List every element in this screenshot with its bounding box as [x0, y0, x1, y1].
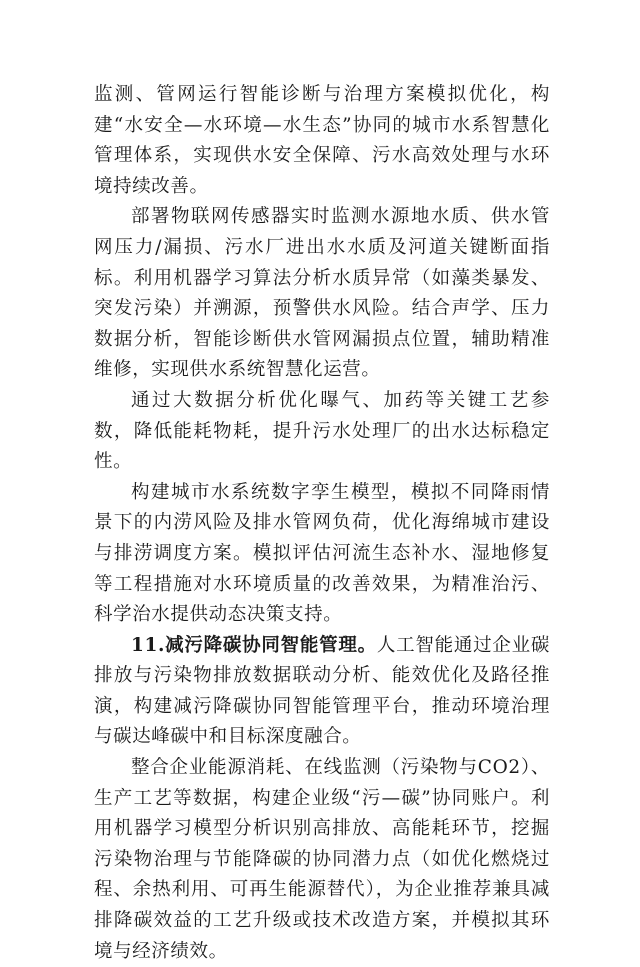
paragraph-enterprise-carbon-account [94, 753, 550, 967]
document-body [94, 80, 550, 967]
paragraph-text: 通过大数据分析优化曝气、加药等关键工艺参数，降低能耗物耗，提升污水处理厂的出水达标稳定性。 [94, 389, 550, 473]
paragraph-water-system-intro [94, 80, 550, 202]
paragraph-section-11 [94, 631, 550, 753]
section-heading: 11.减污降碳协同智能管理。 [131, 634, 377, 656]
paragraph-text: 整合企业能源消耗、在线监测（污染物与CO2）、生产工艺等数据，构建企业级“污—碳”协同账户。利用机器学习模型分析识别高排放、高能耗环节，挖掘污染物治理与节能降碳的协同潜力点（如优化燃烧过程、余热利用、可再生能源替代），为企业推荐兼具减排降碳效益的工艺升级或技术改造方案，并模拟其环境与经济绩效。 [94, 757, 550, 962]
paragraph-text: 人工智能通过企业碳排放与污染物排放数据联动分析、能效优化及路径推演，构建减污降碳协同智能管理平台，推动环境治理与碳达峰碳中和目标深度融合。 [94, 634, 550, 748]
paragraph-text: 监测、管网运行智能诊断与治理方案模拟优化，构建“水安全—水环境—水生态”协同的城市水系智慧化管理体系，实现供水安全保障、污水高效处理与水环境持续改善。 [94, 84, 550, 197]
paragraph-text: 部署物联网传感器实时监测水源地水质、供水管网压力/漏损、污水厂进出水水质及河道关键断面指标。利用机器学习算法分析水质异常（如藻类暴发、突发污染）并溯源，预警供水风险。结合声学、压力数据分析，智能诊断供水管网漏损点位置，辅助精准维修，实现供水系统智慧化运营。 [94, 206, 550, 381]
paragraph-digital-twin [94, 478, 550, 631]
paragraph-iot-monitoring [94, 202, 550, 386]
paragraph-text: 构建城市水系统数字孪生模型，模拟不同降雨情景下的内涝风险及排水管网负荷，优化海绵城市建设与排涝调度方案。模拟评估河流生态补水、湿地修复等工程措施对水环境质量的改善效果，为精准治污、科学治水提供动态决策支持。 [94, 481, 550, 626]
paragraph-process-optimization [94, 386, 550, 478]
